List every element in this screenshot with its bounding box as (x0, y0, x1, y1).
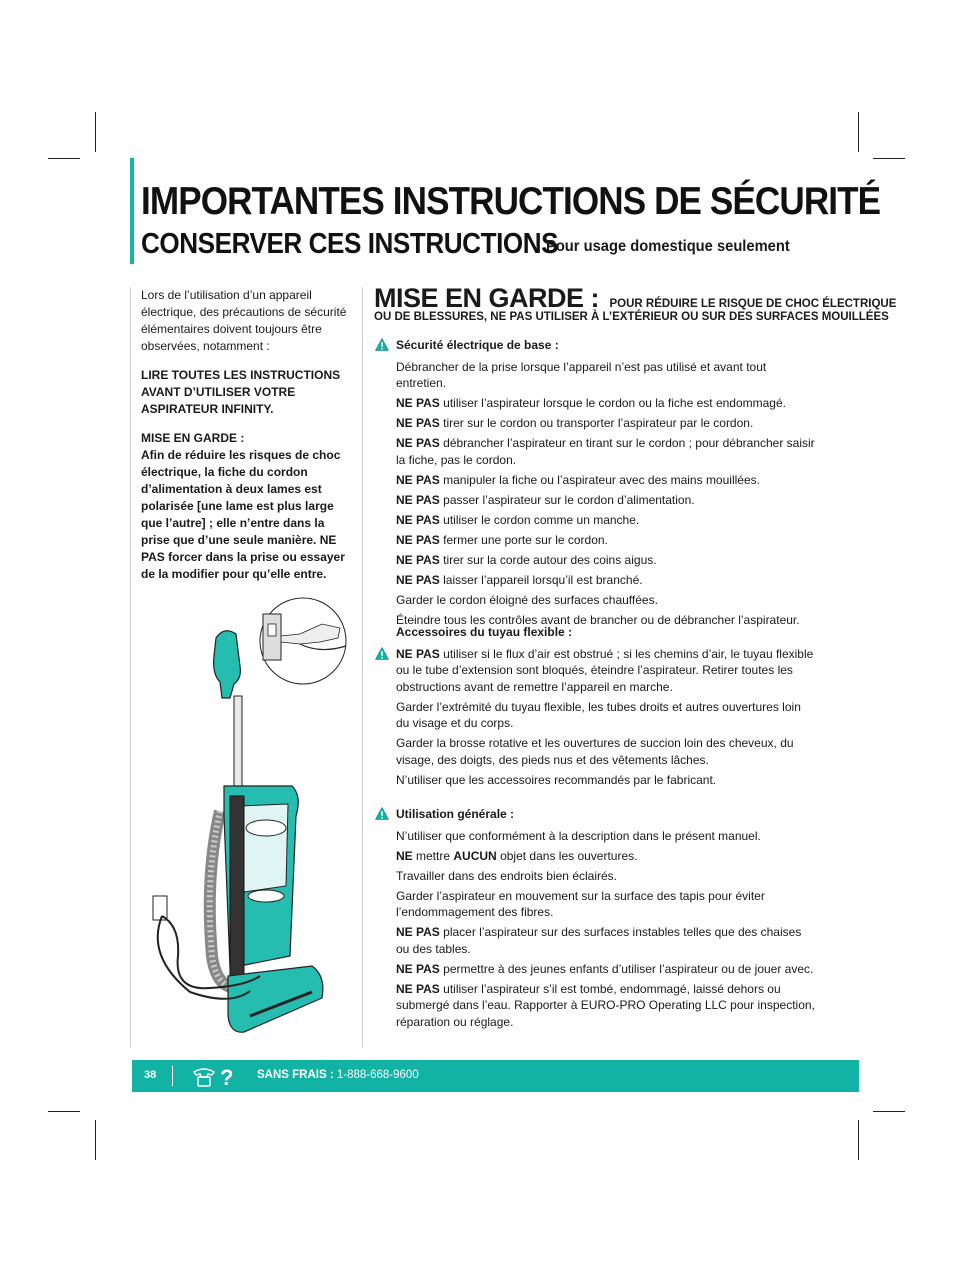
section-hose-accessories (375, 624, 815, 792)
ne-pas-label: NE PAS (396, 925, 440, 939)
hose-items (375, 646, 815, 789)
caution-subtitle-1: POUR RÉDUIRE LE RISQUE DE CHOC ÉLECTRIQUE (609, 298, 897, 310)
list-item (375, 772, 815, 789)
footer-bar (132, 1060, 859, 1092)
caution-heading (374, 283, 896, 314)
item-text: N’utiliser que les accessoires recommandés par le fabricant. (396, 772, 717, 787)
item-text: Garder l’extrémité du tuyau flexible, les tubes droits et autres ouvertures loin du visage et du corps. (396, 699, 801, 730)
footer-divider (172, 1066, 173, 1086)
ne-pas-label: NE PAS (396, 512, 440, 527)
item-text: utiliser l’aspirateur s’il est tombé, endommagé, laissé dehors ou submergé dans l’eau. Rapporter à EURO-PRO Operating LLC pour inspection, réparation ou réglage. (396, 981, 815, 1029)
ne-pas-label: NE (396, 848, 413, 863)
list-item (375, 828, 815, 845)
item-text: utiliser l’aspirateur lorsque le cordon ou la fiche est endommagé. (443, 396, 786, 410)
list-item (375, 532, 815, 549)
section-general-use (375, 806, 815, 1034)
title-accent-bar (130, 158, 134, 264)
item-text: Éteindre tous les contrôles avant de brancher ou de débrancher l’aspirateur. (396, 612, 800, 627)
ne-pas-label: NE PAS (396, 416, 440, 430)
list-item (375, 359, 815, 392)
list-item (375, 492, 815, 509)
list-item (375, 435, 815, 468)
warning-body-1: Afin de réduire les risques de choc électrique, la fiche du cordon d’alimentation à deux lames est polarisée [une lame est plus large que l’autre] ; elle n’entre dans la prise que d’une seule manière. (141, 448, 341, 547)
list-item (375, 572, 815, 589)
electrical-heading: Sécurité électrique de base : (396, 338, 559, 352)
caution-title: MISE EN GARDE : (374, 283, 600, 313)
phone-question-icon (192, 1064, 238, 1088)
list-item (375, 735, 815, 768)
crop-mark (95, 112, 96, 152)
toll-free-label (257, 1069, 419, 1081)
svg-text:?: ? (220, 1065, 234, 1088)
list-item (375, 472, 815, 489)
list-item (375, 512, 815, 529)
toll-free-title: SANS FRAIS : (257, 1069, 334, 1081)
item-text: fermer une porte sur le cordon. (443, 532, 608, 547)
list-item (375, 395, 815, 412)
warning-ne-pas: NE PAS (141, 533, 337, 564)
ne-pas-label: NE PAS (396, 572, 440, 587)
item-text: mettre (416, 848, 451, 863)
item-text: Débrancher de la prise lorsque l’appareil n’est pas utilisé et avant tout entretien. (396, 359, 767, 390)
item-text: tirer sur la corde autour des coins aigus. (443, 552, 657, 567)
list-item (375, 552, 815, 569)
ne-pas-label: NE PAS (396, 961, 440, 976)
usage-note: Pour usage domestique seulement (546, 238, 790, 255)
caution-subtitle-2: OU DE BLESSURES, NE PAS UTILISER À L’EXTÉRIEUR OU SUR DES SURFACES MOUILLÉES (374, 311, 889, 323)
list-item (375, 646, 815, 696)
item-text: débrancher l’aspirateur en tirant sur le cordon ; pour débrancher saisir la fiche, pas le cordon. (396, 436, 815, 467)
list-item (375, 415, 815, 432)
electrical-items (375, 359, 815, 629)
item-text: permettre à des jeunes enfants d’utiliser l’aspirateur ou de jouer avec. (443, 961, 814, 976)
warning-triangle-icon (375, 647, 389, 660)
section-heading (375, 806, 815, 823)
warning-triangle-icon (375, 807, 389, 820)
ne-pas-label: NE PAS (396, 472, 440, 487)
page-title: IMPORTANTES INSTRUCTIONS DE SÉCURITÉ (141, 180, 881, 223)
intro-text: Lors de l’utilisation d’un appareil électrique, des précautions de sécurité élémentaires doivent toujours être observées, notamment : (141, 288, 347, 353)
read-all-text: LIRE TOUTES LES INSTRUCTIONS AVANT D’UTILISER VOTRE ASPIRATEUR INFINITY. (141, 368, 341, 416)
crop-mark (858, 1120, 859, 1160)
aucun-label: AUCUN (453, 848, 497, 863)
ne-pas-label: NE PAS (396, 646, 440, 661)
section-heading (375, 624, 815, 641)
section-heading (375, 337, 815, 354)
crop-mark (95, 1120, 96, 1160)
list-item (375, 924, 815, 957)
crop-mark (873, 1111, 905, 1112)
crop-mark (48, 158, 80, 159)
ne-pas-label: NE PAS (396, 532, 440, 547)
crop-mark (48, 1111, 80, 1112)
item-text: placer l’aspirateur sur des surfaces instables telles que des chaises ou des tables. (396, 925, 802, 956)
warning-triangle-icon (375, 338, 389, 351)
item-text: Garder le cordon éloigné des surfaces chauffées. (396, 592, 658, 607)
hose-heading: Accessoires du tuyau flexible : (396, 625, 573, 639)
list-item (375, 961, 815, 978)
item-text: utiliser le cordon comme un manche. (443, 512, 640, 527)
column-divider (130, 287, 131, 1047)
toll-free-number: 1-888-668-9600 (336, 1069, 419, 1081)
ne-pas-label: NE PAS (396, 436, 440, 450)
column-divider (362, 287, 363, 1047)
list-item (375, 592, 815, 609)
ne-pas-label: NE PAS (396, 492, 440, 507)
ne-pas-label: NE PAS (396, 981, 440, 996)
item-text: utiliser si le flux d’air est obstrué ; si les chemins d’air, le tuyau flexible ou le tube d’extension sont bloqués, éteindre l’aspirateur. Retirer toutes les obstructions avant de remettre l’appareil en marche. (396, 646, 814, 694)
vacuum-illustration (150, 596, 350, 1046)
warning-body-2: forcer dans la prise ou essayer de la modifier pour qu’elle entre. (141, 550, 345, 581)
general-heading: Utilisation générale : (396, 807, 515, 821)
list-item (375, 868, 815, 885)
list-item (375, 981, 815, 1031)
item-text: N’utiliser que conformément à la description dans le présent manuel. (396, 828, 761, 843)
warning-heading: MISE EN GARDE : (141, 431, 245, 445)
section-electrical-safety (375, 337, 815, 632)
list-item (375, 699, 815, 732)
crop-mark (858, 112, 859, 152)
page-number: 38 (144, 1069, 157, 1081)
item-text: Garder l’aspirateur en mouvement sur la surface des tapis pour éviter l’endommagement des fibres. (396, 888, 765, 919)
warning-body (141, 447, 356, 583)
item-text: laisser l’appareil lorsqu’il est branché. (443, 572, 643, 587)
general-items (375, 828, 815, 1031)
ne-pas-label: NE PAS (396, 552, 440, 567)
page-subtitle: CONSERVER CES INSTRUCTIONS (141, 228, 559, 260)
list-item (375, 848, 815, 865)
item-text: Garder la brosse rotative et les ouvertures de succion loin des cheveux, du visage, des doigts, des pieds nus et des vêtements lâches. (396, 736, 794, 767)
list-item (375, 888, 815, 921)
item-text: manipuler la fiche ou l’aspirateur avec des mains mouillées. (443, 472, 760, 487)
item-text: tirer sur le cordon ou transporter l’aspirateur par le cordon. (443, 416, 754, 430)
item-text: Travailler dans des endroits bien éclairés. (396, 868, 617, 883)
item-text: passer l’aspirateur sur le cordon d’alimentation. (443, 492, 695, 507)
crop-mark (873, 158, 905, 159)
ne-pas-label: NE PAS (396, 396, 440, 410)
left-column (141, 287, 356, 595)
item-text-2: objet dans les ouvertures. (500, 848, 638, 863)
